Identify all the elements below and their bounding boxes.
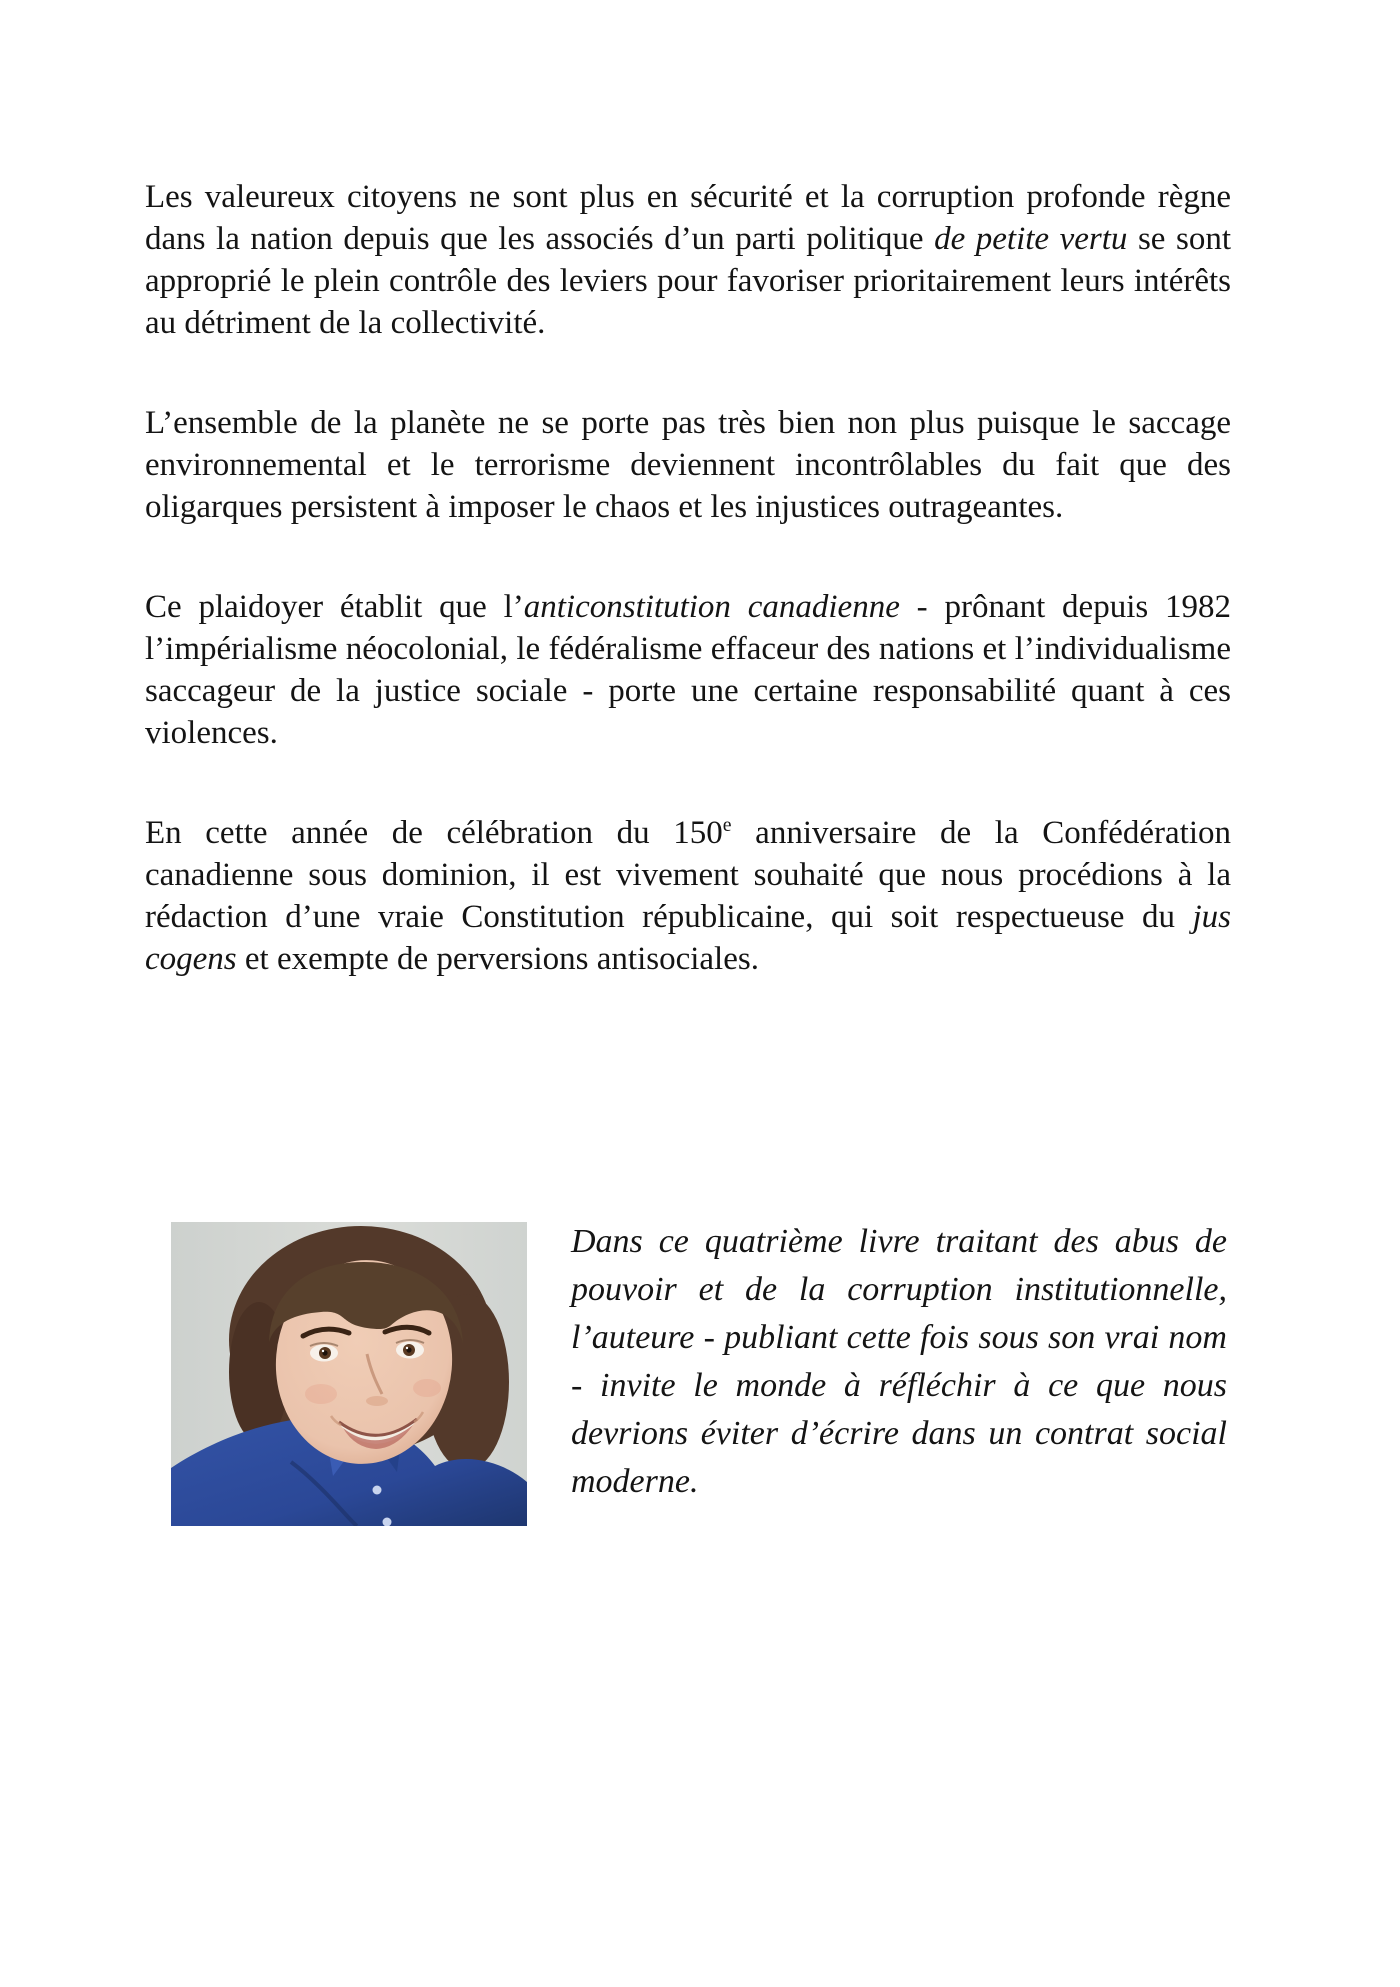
body-paragraph-2 (145, 402, 1231, 528)
author-photo (171, 1222, 527, 1526)
author-caption (571, 1218, 1227, 1506)
body-text (145, 176, 1231, 1038)
text-run: jus cogens (145, 899, 1231, 977)
text-run: anticonstitution canadienne (523, 589, 900, 625)
text-run: Les valeureux citoyens ne sont plus en sécurité et la corruption profonde règne dans la nation depuis que les associés d’un parti politique (145, 179, 1231, 257)
text-run: Dans ce quatrième livre traitant des abus de pouvoir et de la corruption institutionnelle, l’auteure - publiant cette fois sous son vrai nom - invite le monde à réfléchir à ce que nous devrions éviter d’écrire dans un contrat social moderne. (571, 1223, 1227, 1500)
body-paragraph-4 (145, 812, 1231, 980)
text-run: Ce plaidoyer établit que l’ (145, 589, 524, 625)
shirt-button (373, 1486, 382, 1495)
text-run: de petite vertu (934, 221, 1128, 257)
text-run: se sont approprié le plein contrôle des leviers pour favoriser prioritairement leurs intérêts au détriment de la collectivité. (145, 221, 1232, 341)
text-run: - prônant depuis 1982 l’impérialisme néocolonial, le fédéralisme effaceur des nations et l’individualisme saccageur de la justice sociale - porte une certaine responsabilité quant à ces violences. (145, 589, 1232, 751)
text-run: et exempte de perversions antisociales. (236, 941, 759, 977)
body-paragraph-1 (145, 176, 1231, 344)
body-paragraph-3 (145, 586, 1231, 754)
text-run: En cette année de célébration du 150 (145, 815, 723, 851)
author-section (171, 1222, 1227, 1526)
text-run: e (722, 814, 732, 836)
text-run: L’ensemble de la planète ne se porte pas très bien non plus puisque le saccage environnemental et le terrorisme deviennent incontrôlables du fait que des oligarques persistent à imposer le chaos et les injustices outrageantes. (145, 405, 1231, 525)
text-run: anniversaire de la Confédération canadienne sous dominion, il est vivement souhaité que nous procédions à la rédaction d’une vraie Constitution républicaine, qui soit respectueuse du (145, 815, 1231, 935)
